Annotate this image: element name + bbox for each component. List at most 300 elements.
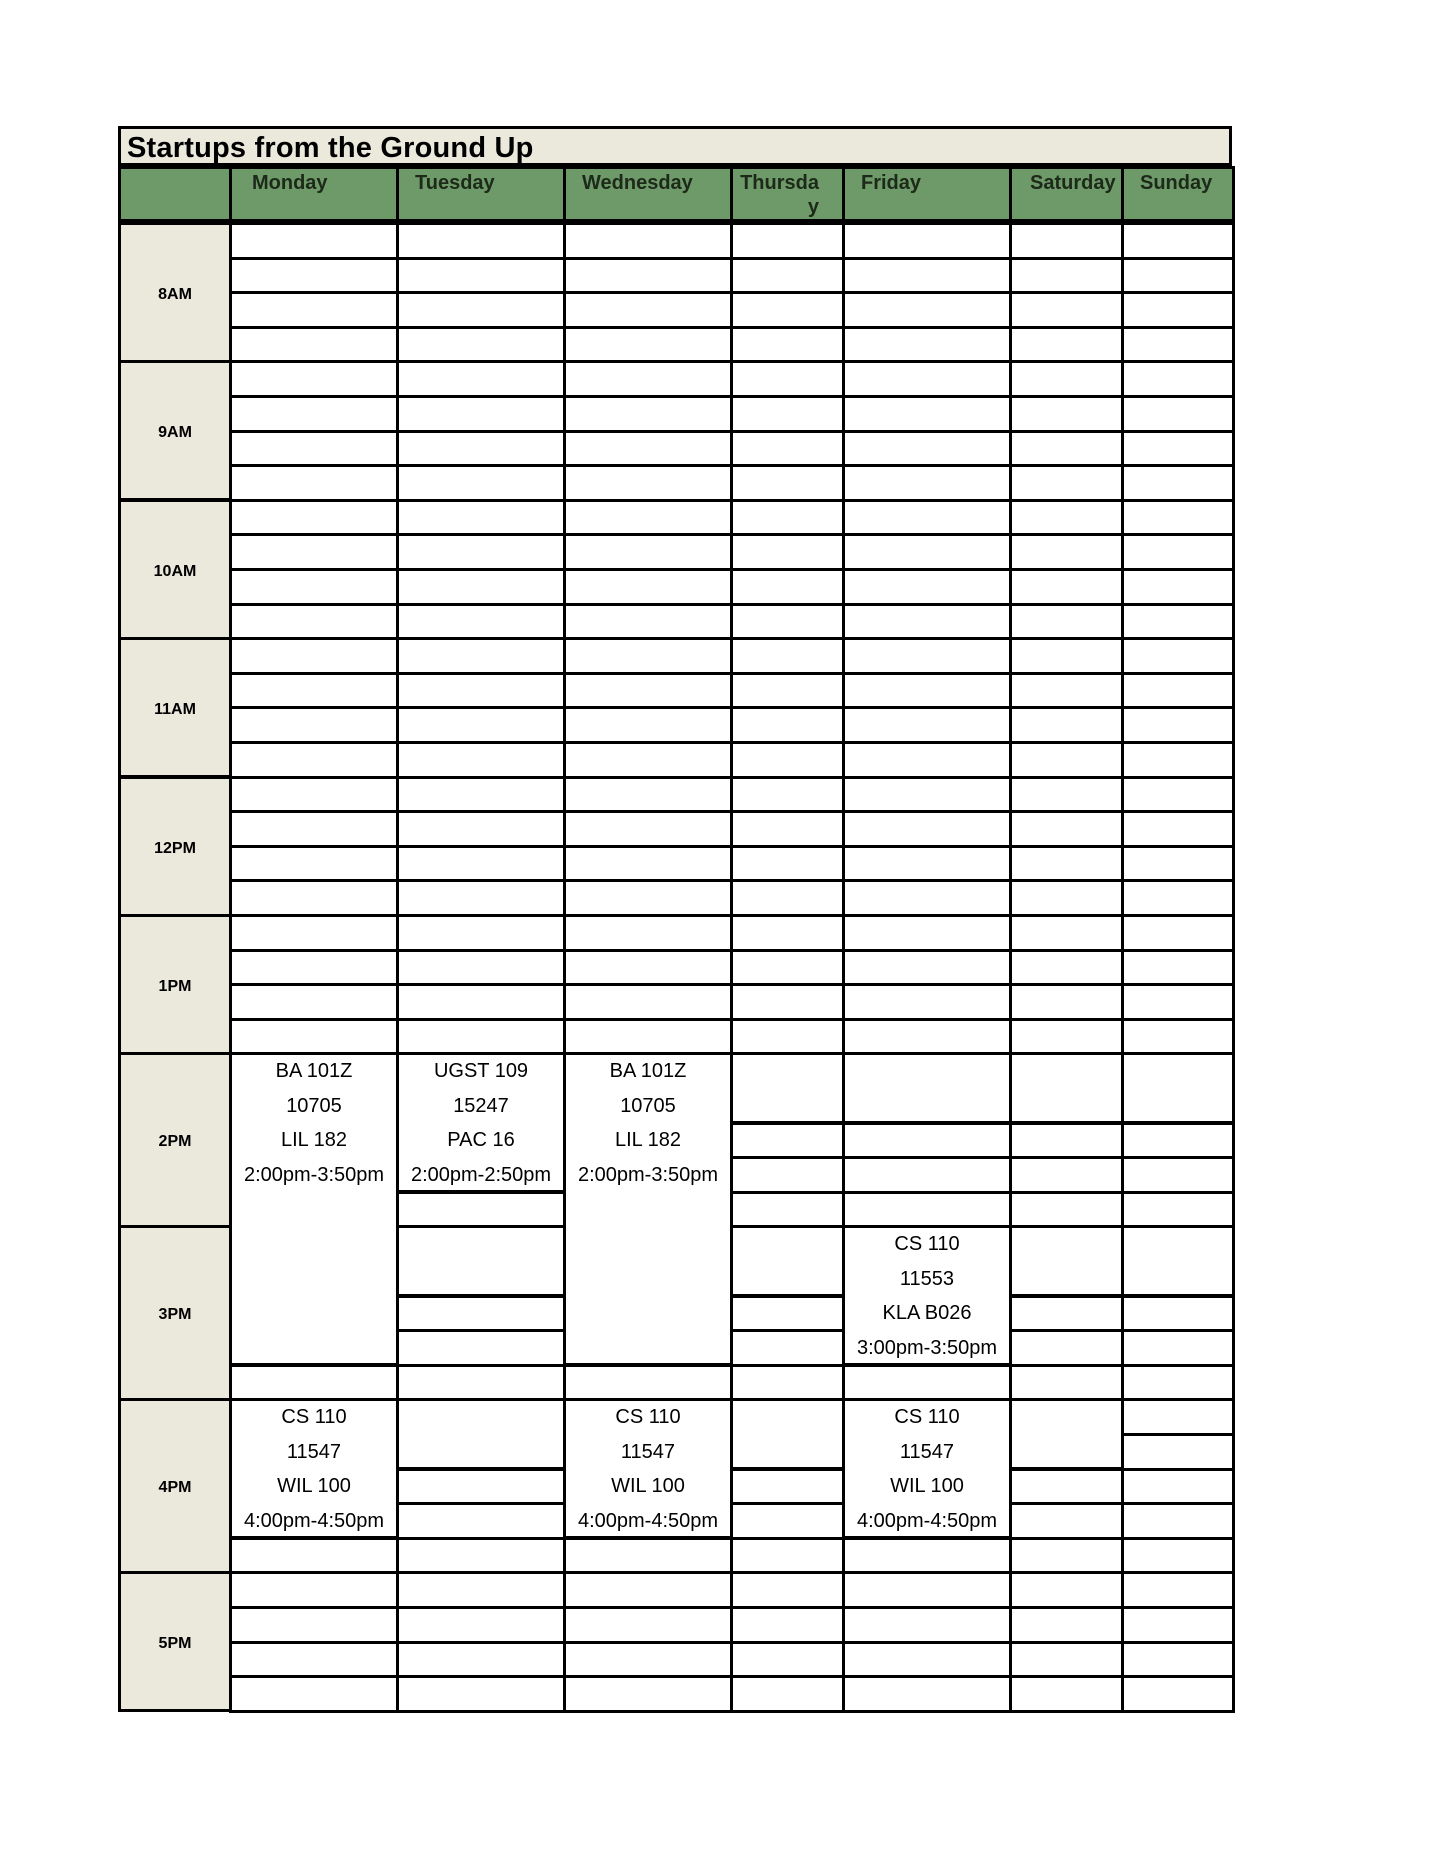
empty-slot[interactable] [730, 776, 845, 814]
empty-slot[interactable] [229, 1537, 399, 1575]
empty-slot[interactable] [563, 1641, 733, 1679]
class-event[interactable] [842, 1398, 1012, 1539]
empty-slot[interactable] [563, 776, 733, 814]
empty-slot[interactable] [730, 949, 845, 987]
empty-slot[interactable] [730, 1398, 845, 1470]
empty-slot[interactable] [396, 533, 566, 571]
class-event[interactable] [229, 1398, 399, 1539]
course-crn: 11547 [899, 1441, 955, 1463]
empty-slot[interactable] [396, 257, 566, 295]
class-event[interactable] [563, 1052, 733, 1366]
empty-slot[interactable] [730, 291, 845, 329]
empty-slot[interactable] [842, 533, 1012, 571]
empty-slot[interactable] [842, 568, 1012, 606]
time-label: 12PM [154, 840, 196, 857]
empty-slot[interactable] [1009, 1606, 1124, 1644]
course-crn: 11547 [286, 1441, 342, 1463]
time-label: 9AM [158, 424, 192, 441]
empty-slot[interactable] [563, 326, 733, 364]
empty-slot[interactable] [730, 1018, 845, 1056]
empty-slot[interactable] [229, 983, 399, 1021]
empty-slot[interactable] [1121, 1675, 1235, 1713]
empty-slot[interactable] [563, 1537, 733, 1575]
empty-slot[interactable] [1121, 1468, 1235, 1506]
empty-slot[interactable] [842, 430, 1012, 468]
empty-slot[interactable] [229, 949, 399, 987]
empty-slot[interactable] [730, 568, 845, 606]
empty-slot[interactable] [229, 914, 399, 952]
empty-slot[interactable] [563, 1018, 733, 1056]
course-crn: 10705 [286, 1095, 342, 1117]
empty-slot[interactable] [229, 1606, 399, 1644]
empty-slot[interactable] [842, 1537, 1012, 1575]
time-label: 11AM [154, 701, 196, 718]
empty-slot[interactable] [730, 810, 845, 848]
empty-slot[interactable] [396, 1571, 566, 1609]
empty-slot[interactable] [1121, 360, 1235, 398]
empty-slot[interactable] [730, 1571, 845, 1609]
course-code: UGST 109 [433, 1060, 529, 1082]
empty-slot[interactable] [1121, 326, 1235, 364]
empty-slot[interactable] [842, 949, 1012, 987]
empty-slot[interactable] [396, 1502, 566, 1540]
empty-slot[interactable] [730, 1225, 845, 1297]
empty-slot[interactable] [1121, 1295, 1235, 1333]
empty-slot[interactable] [730, 1191, 845, 1229]
empty-slot[interactable] [1009, 914, 1124, 952]
empty-slot[interactable] [1121, 1018, 1235, 1056]
empty-slot[interactable] [842, 1364, 1012, 1402]
empty-slot[interactable] [229, 568, 399, 606]
empty-slot[interactable] [842, 672, 1012, 710]
empty-slot[interactable] [1009, 637, 1124, 675]
class-event[interactable] [563, 1398, 733, 1539]
empty-slot[interactable] [730, 222, 845, 260]
schedule-sheet [118, 126, 1232, 1702]
empty-slot[interactable] [396, 1191, 566, 1229]
empty-slot[interactable] [563, 1364, 733, 1402]
empty-slot[interactable] [229, 845, 399, 883]
empty-slot[interactable] [229, 672, 399, 710]
empty-slot[interactable] [1009, 706, 1124, 744]
empty-slot[interactable] [563, 914, 733, 952]
day-header-tuesday [396, 166, 566, 222]
empty-slot[interactable] [563, 222, 733, 260]
empty-slot[interactable] [1009, 1018, 1124, 1056]
empty-slot[interactable] [396, 637, 566, 675]
empty-slot[interactable] [1121, 395, 1235, 433]
empty-slot[interactable] [1009, 949, 1124, 987]
empty-slot[interactable] [1121, 810, 1235, 848]
empty-slot[interactable] [842, 1606, 1012, 1644]
empty-slot[interactable] [730, 1122, 845, 1160]
empty-slot[interactable] [842, 1675, 1012, 1713]
empty-slot[interactable] [396, 879, 566, 917]
empty-slot[interactable] [842, 1156, 1012, 1194]
empty-slot[interactable] [563, 983, 733, 1021]
empty-slot[interactable] [563, 845, 733, 883]
empty-slot[interactable] [396, 741, 566, 779]
course-crn: 10705 [620, 1095, 676, 1117]
empty-slot[interactable] [563, 810, 733, 848]
empty-slot[interactable] [1009, 776, 1124, 814]
day-header-saturday [1009, 166, 1124, 222]
empty-slot[interactable] [730, 845, 845, 883]
empty-slot[interactable] [1121, 983, 1235, 1021]
course-room: KLA B026 [882, 1302, 972, 1324]
empty-slot[interactable] [730, 1329, 845, 1367]
empty-slot[interactable] [730, 603, 845, 641]
empty-slot[interactable] [1009, 1156, 1124, 1194]
empty-slot[interactable] [396, 222, 566, 260]
day-label: Friday [861, 172, 922, 194]
empty-slot[interactable] [1121, 776, 1235, 814]
day-label: Tuesday [415, 172, 495, 194]
empty-slot[interactable] [563, 568, 733, 606]
empty-slot[interactable] [1121, 568, 1235, 606]
time-slot-8am [118, 222, 232, 363]
empty-slot[interactable] [842, 1018, 1012, 1056]
empty-slot[interactable] [396, 326, 566, 364]
empty-slot[interactable] [1009, 360, 1124, 398]
empty-slot[interactable] [229, 499, 399, 537]
empty-slot[interactable] [563, 949, 733, 987]
empty-slot[interactable] [563, 603, 733, 641]
course-code: CS 110 [894, 1233, 960, 1255]
empty-slot[interactable] [396, 706, 566, 744]
empty-slot[interactable] [842, 291, 1012, 329]
empty-slot[interactable] [563, 1606, 733, 1644]
time-label: 3PM [158, 1306, 192, 1323]
empty-slot[interactable] [396, 1675, 566, 1713]
empty-slot[interactable] [1009, 499, 1124, 537]
course-time: 4:00pm-4:50pm [856, 1510, 998, 1532]
empty-slot[interactable] [563, 464, 733, 502]
empty-slot[interactable] [396, 603, 566, 641]
time-slot-9am [118, 360, 232, 501]
empty-slot[interactable] [1009, 1122, 1124, 1160]
empty-slot[interactable] [730, 499, 845, 537]
title-bar [118, 126, 1232, 166]
empty-slot[interactable] [842, 1122, 1012, 1160]
empty-slot[interactable] [229, 395, 399, 433]
empty-slot[interactable] [229, 464, 399, 502]
empty-slot[interactable] [1121, 1606, 1235, 1644]
empty-slot[interactable] [1121, 1398, 1235, 1436]
empty-slot[interactable] [842, 395, 1012, 433]
empty-slot[interactable] [1009, 741, 1124, 779]
empty-slot[interactable] [229, 1675, 399, 1713]
empty-slot[interactable] [229, 706, 399, 744]
empty-slot[interactable] [842, 1052, 1012, 1124]
empty-slot[interactable] [1121, 1329, 1235, 1367]
empty-slot[interactable] [229, 257, 399, 295]
empty-slot[interactable] [396, 1398, 566, 1470]
empty-slot[interactable] [842, 499, 1012, 537]
time-slot-2pm [118, 1052, 232, 1228]
empty-slot[interactable] [842, 637, 1012, 675]
empty-slot[interactable] [730, 1295, 845, 1333]
empty-slot[interactable] [1009, 603, 1124, 641]
empty-slot[interactable] [1009, 672, 1124, 710]
empty-slot[interactable] [730, 257, 845, 295]
empty-slot[interactable] [1121, 1122, 1235, 1160]
empty-slot[interactable] [842, 1641, 1012, 1679]
empty-slot[interactable] [563, 291, 733, 329]
empty-slot[interactable] [1121, 1225, 1235, 1297]
empty-slot[interactable] [1009, 222, 1124, 260]
empty-slot[interactable] [1121, 603, 1235, 641]
empty-slot[interactable] [842, 845, 1012, 883]
empty-slot[interactable] [1121, 637, 1235, 675]
empty-slot[interactable] [842, 1571, 1012, 1609]
day-header-monday [229, 166, 399, 222]
empty-slot[interactable] [1121, 1191, 1235, 1229]
empty-slot[interactable] [1009, 257, 1124, 295]
empty-slot[interactable] [396, 499, 566, 537]
empty-slot[interactable] [396, 1018, 566, 1056]
empty-slot[interactable] [1121, 291, 1235, 329]
empty-slot[interactable] [229, 430, 399, 468]
empty-slot[interactable] [1009, 1225, 1124, 1297]
empty-slot[interactable] [229, 741, 399, 779]
empty-slot[interactable] [229, 879, 399, 917]
time-slot-1pm [118, 914, 232, 1055]
time-label: 5PM [158, 1635, 192, 1652]
empty-slot[interactable] [730, 983, 845, 1021]
empty-slot[interactable] [1009, 1641, 1124, 1679]
empty-slot[interactable] [396, 395, 566, 433]
empty-slot[interactable] [396, 914, 566, 952]
empty-slot[interactable] [1009, 326, 1124, 364]
empty-slot[interactable] [1121, 430, 1235, 468]
empty-slot[interactable] [1009, 1052, 1124, 1124]
empty-slot[interactable] [1121, 1641, 1235, 1679]
empty-slot[interactable] [1009, 1468, 1124, 1506]
empty-slot[interactable] [563, 706, 733, 744]
empty-slot[interactable] [842, 706, 1012, 744]
empty-slot[interactable] [1121, 499, 1235, 537]
empty-slot[interactable] [229, 1641, 399, 1679]
empty-slot[interactable] [396, 1295, 566, 1333]
empty-slot[interactable] [229, 326, 399, 364]
empty-slot[interactable] [1009, 533, 1124, 571]
empty-slot[interactable] [730, 1468, 845, 1506]
empty-slot[interactable] [396, 845, 566, 883]
empty-slot[interactable] [1009, 1295, 1124, 1333]
empty-slot[interactable] [1121, 706, 1235, 744]
empty-slot[interactable] [229, 1571, 399, 1609]
empty-slot[interactable] [1009, 810, 1124, 848]
empty-slot[interactable] [396, 464, 566, 502]
empty-slot[interactable] [842, 914, 1012, 952]
empty-slot[interactable] [730, 1156, 845, 1194]
empty-slot[interactable] [1009, 568, 1124, 606]
empty-slot[interactable] [1121, 222, 1235, 260]
empty-slot[interactable] [730, 326, 845, 364]
empty-slot[interactable] [1121, 1537, 1235, 1575]
empty-slot[interactable] [1121, 1571, 1235, 1609]
empty-slot[interactable] [396, 983, 566, 1021]
empty-slot[interactable] [842, 983, 1012, 1021]
empty-slot[interactable] [730, 360, 845, 398]
day-label: Monday [252, 172, 328, 194]
empty-slot[interactable] [1009, 395, 1124, 433]
empty-slot[interactable] [1121, 672, 1235, 710]
empty-slot[interactable] [563, 533, 733, 571]
empty-slot[interactable] [229, 1018, 399, 1056]
empty-slot[interactable] [396, 776, 566, 814]
class-event[interactable] [396, 1052, 566, 1193]
day-header-friday [842, 166, 1012, 222]
empty-slot[interactable] [1121, 914, 1235, 952]
empty-slot[interactable] [396, 1537, 566, 1575]
empty-slot[interactable] [730, 533, 845, 571]
empty-slot[interactable] [563, 672, 733, 710]
empty-slot[interactable] [229, 603, 399, 641]
empty-slot[interactable] [396, 568, 566, 606]
time-slot-11am [118, 637, 232, 778]
empty-slot[interactable] [1009, 1537, 1124, 1575]
empty-slot[interactable] [563, 257, 733, 295]
empty-slot[interactable] [730, 1675, 845, 1713]
course-time: 4:00pm-4:50pm [243, 1510, 385, 1532]
empty-slot[interactable] [563, 430, 733, 468]
empty-slot[interactable] [842, 879, 1012, 917]
empty-slot[interactable] [842, 741, 1012, 779]
course-room: WIL 100 [611, 1475, 685, 1497]
empty-slot[interactable] [396, 1468, 566, 1506]
empty-slot[interactable] [396, 810, 566, 848]
empty-slot[interactable] [1009, 1398, 1124, 1470]
empty-slot[interactable] [563, 395, 733, 433]
empty-slot[interactable] [229, 1364, 399, 1402]
empty-slot[interactable] [842, 257, 1012, 295]
empty-slot[interactable] [730, 706, 845, 744]
empty-slot[interactable] [1009, 983, 1124, 1021]
empty-slot[interactable] [730, 741, 845, 779]
empty-slot[interactable] [1009, 291, 1124, 329]
header-corner [118, 166, 232, 222]
empty-slot[interactable] [1009, 464, 1124, 502]
empty-slot[interactable] [1121, 533, 1235, 571]
empty-slot[interactable] [842, 776, 1012, 814]
empty-slot[interactable] [1009, 845, 1124, 883]
empty-slot[interactable] [842, 326, 1012, 364]
empty-slot[interactable] [229, 360, 399, 398]
empty-slot[interactable] [1009, 1502, 1124, 1540]
empty-slot[interactable] [730, 879, 845, 917]
empty-slot[interactable] [229, 776, 399, 814]
day-label: Sunday [1140, 172, 1213, 194]
empty-slot[interactable] [1121, 1052, 1235, 1124]
empty-slot[interactable] [842, 464, 1012, 502]
empty-slot[interactable] [1121, 1156, 1235, 1194]
empty-slot[interactable] [1121, 1364, 1235, 1402]
empty-slot[interactable] [563, 1571, 733, 1609]
course-code: CS 110 [281, 1406, 347, 1428]
empty-slot[interactable] [563, 879, 733, 917]
empty-slot[interactable] [1009, 1364, 1124, 1402]
empty-slot[interactable] [563, 360, 733, 398]
empty-slot[interactable] [1121, 1502, 1235, 1540]
time-label: 1PM [158, 978, 192, 995]
empty-slot[interactable] [842, 603, 1012, 641]
empty-slot[interactable] [563, 637, 733, 675]
course-time: 2:00pm-2:50pm [410, 1164, 552, 1186]
time-slot-5pm [118, 1571, 232, 1712]
empty-slot[interactable] [563, 499, 733, 537]
empty-slot[interactable] [1009, 1329, 1124, 1367]
empty-slot[interactable] [229, 637, 399, 675]
empty-slot[interactable] [1121, 879, 1235, 917]
empty-slot[interactable] [1009, 430, 1124, 468]
empty-slot[interactable] [730, 637, 845, 675]
empty-slot[interactable] [396, 1606, 566, 1644]
empty-slot[interactable] [842, 810, 1012, 848]
empty-slot[interactable] [396, 1329, 566, 1367]
empty-slot[interactable] [730, 1052, 845, 1124]
empty-slot[interactable] [842, 1191, 1012, 1229]
empty-slot[interactable] [396, 430, 566, 468]
empty-slot[interactable] [396, 1641, 566, 1679]
empty-slot[interactable] [396, 360, 566, 398]
empty-slot[interactable] [396, 1364, 566, 1402]
empty-slot[interactable] [396, 291, 566, 329]
empty-slot[interactable] [563, 1675, 733, 1713]
empty-slot[interactable] [730, 914, 845, 952]
empty-slot[interactable] [1121, 949, 1235, 987]
time-label: 2PM [158, 1133, 192, 1150]
course-code: BA 101Z [609, 1060, 687, 1082]
empty-slot[interactable] [730, 1502, 845, 1540]
empty-slot[interactable] [842, 222, 1012, 260]
empty-slot[interactable] [730, 1364, 845, 1402]
empty-slot[interactable] [229, 533, 399, 571]
empty-slot[interactable] [396, 672, 566, 710]
day-label: Saturday [1030, 172, 1116, 194]
empty-slot[interactable] [1009, 1191, 1124, 1229]
empty-slot[interactable] [563, 741, 733, 779]
time-slot-3pm [118, 1225, 232, 1401]
empty-slot[interactable] [229, 222, 399, 260]
empty-slot[interactable] [229, 291, 399, 329]
empty-slot[interactable] [396, 949, 566, 987]
empty-slot[interactable] [730, 430, 845, 468]
empty-slot[interactable] [1009, 1571, 1124, 1609]
empty-slot[interactable] [842, 360, 1012, 398]
time-slot-4pm [118, 1398, 232, 1574]
empty-slot[interactable] [730, 672, 845, 710]
class-event[interactable] [229, 1052, 399, 1366]
empty-slot[interactable] [396, 1225, 566, 1297]
empty-slot[interactable] [229, 810, 399, 848]
empty-slot[interactable] [1121, 741, 1235, 779]
empty-slot[interactable] [1121, 845, 1235, 883]
empty-slot[interactable] [1121, 257, 1235, 295]
empty-slot[interactable] [1121, 1433, 1235, 1471]
empty-slot[interactable] [730, 395, 845, 433]
empty-slot[interactable] [1009, 1675, 1124, 1713]
empty-slot[interactable] [1121, 464, 1235, 502]
day-label: Thursday [740, 172, 819, 218]
empty-slot[interactable] [730, 1641, 845, 1679]
empty-slot[interactable] [730, 1537, 845, 1575]
class-event[interactable] [842, 1225, 1012, 1366]
empty-slot[interactable] [730, 464, 845, 502]
empty-slot[interactable] [1009, 879, 1124, 917]
empty-slot[interactable] [730, 1606, 845, 1644]
